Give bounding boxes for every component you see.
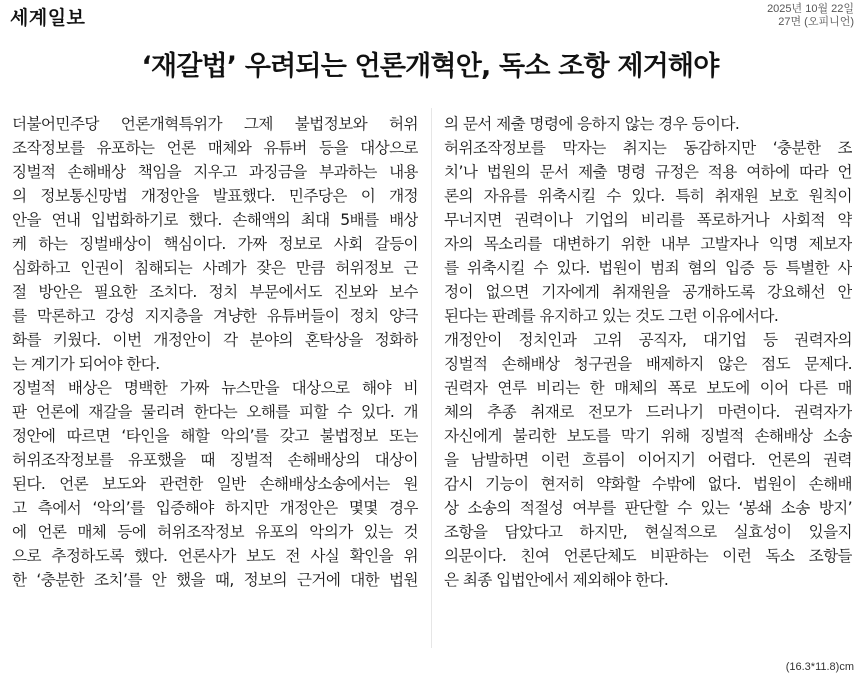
article-line: 심화하고 인권이 침해되는 사례가 잦은 만큼 허위정보 근 <box>12 259 418 277</box>
column-divider <box>431 108 432 648</box>
article-line: 론의 자유를 위축시킬 수 있다. 특히 취재원 보호 원칙이 <box>444 187 852 205</box>
article-line: 정이 없으면 기자에게 취재원을 공개하도록 강요해선 안 <box>444 283 852 301</box>
article-line: 고 측에서 ‘악의’를 입증해야 하지만 개정안은 몇몇 경우 <box>12 499 418 517</box>
article-line: 허위조작정보를 막자는 취지는 동감하지만 ‘충분한 조 <box>444 139 852 157</box>
newspaper-masthead: 세계일보 <box>10 7 86 29</box>
article-line: 자의 목소리를 대변하기 위한 내부 고발자나 익명 제보자 <box>444 235 852 253</box>
article-line: 징벌적 배상은 명백한 가짜 뉴스만을 대상으로 해야 비 <box>12 379 418 397</box>
article-line: 더불어민주당 언론개혁특위가 그제 불법정보와 허위 <box>12 115 418 133</box>
publication-date: 2025년 10월 22일 <box>767 3 854 15</box>
publication-meta <box>767 3 854 29</box>
article-line: 감시 기능이 현저히 약화할 수밖에 없다. 법원이 손해배 <box>444 475 852 493</box>
article-line: 무너지면 권력이나 기업의 비리를 폭로하거나 사회적 약 <box>444 211 852 229</box>
article-line: 를 막론하고 강성 지지층을 겨냥한 유튜버들이 정치 양극 <box>12 307 418 325</box>
article-line: 의 정보통신망법 개정안을 발표했다. 민주당은 이 개정 <box>12 187 418 205</box>
article-line: 개정안이 정치인과 고위 공직자, 대기업 등 권력자의 <box>444 331 852 349</box>
article-line: 을 남발하면 이런 흐름이 이어지기 어렵다. 언론의 권력 <box>444 451 852 469</box>
article-line: 의문이다. 친여 언론단체도 비판하는 이런 독소 조항들 <box>444 547 852 565</box>
clipping-size-note: (16.3*11.8)cm <box>785 661 854 673</box>
article-line: 된다는 판례를 유지하고 있는 것도 그런 이유에서다. <box>444 307 779 325</box>
article-line: 는 계기가 되어야 한다. <box>12 355 160 373</box>
article-line: 케 하는 징벌배상이 핵심이다. 가짜 정보로 사회 갈등이 <box>12 235 418 253</box>
article-line: 조작정보를 유포하는 언론 매체와 유튜버 등을 대상으로 <box>12 139 418 157</box>
article-line: 한 ‘충분한 조치’를 안 했을 때, 정보의 근거에 대한 법원 <box>12 571 418 589</box>
editorial-headline: ‘재갈법’ 우려되는 언론개혁안, 독소 조항 제거해야 <box>141 51 719 82</box>
article-line: 의 문서 제출 명령에 응하지 않는 경우 등이다. <box>444 115 740 133</box>
article-line: 화를 키웠다. 이번 개정안이 각 분야의 혼탁상을 정화하 <box>12 331 418 349</box>
article-line: 권력자 연루 비리는 한 매체의 폭로 보도에 이어 다른 매 <box>444 379 852 397</box>
article-line: 치’나 법원의 문서 제출 명령 규정은 적용 여하에 따라 언 <box>444 163 852 181</box>
article-line: 허위조작정보를 유포했을 때 징벌적 손해배상의 대상이 <box>12 451 418 469</box>
article-column-left <box>12 112 418 592</box>
page-section: 27면 (오피니언) <box>778 16 854 28</box>
article-line: 자신에게 불리한 보도를 막기 위해 징벌적 손해배상 소송 <box>444 427 852 445</box>
article-line: 상 소송의 적절성 여부를 판단할 수 있는 ‘봉쇄 소송 방지’ <box>444 499 852 517</box>
article-line: 으로 추정하도록 했다. 언론사가 보도 전 사실 확인을 위 <box>12 547 418 565</box>
article-line: 조항을 담았다고 하지만, 현실적으로 실효성이 있을지 <box>444 523 852 541</box>
article-line: 판 언론에 재갈을 물리려 한다는 오해를 피할 수 있다. 개 <box>12 403 418 421</box>
article-line: 안을 연내 입법화하기로 했다. 손해액의 최대 5배를 배상 <box>12 211 418 229</box>
article-line: 은 최종 입법안에서 제외해야 한다. <box>444 571 669 589</box>
article-line: 징벌적 손해배상 책임을 지우고 과징금을 부과하는 내용 <box>12 163 418 181</box>
article-line: 를 위축시킬 수 있다. 법원이 범죄 혐의 입증 등 특별한 사 <box>444 259 852 277</box>
article-line: 절 방안은 필요한 조치다. 정치 부문에서도 진보와 보수 <box>12 283 418 301</box>
article-line: 에 언론 매체 등에 허위조작정보 유포의 악의가 있는 것 <box>12 523 418 541</box>
article-column-right <box>444 112 852 592</box>
article-line: 된다. 언론 보도와 관련한 일반 손해배상소송에서는 원 <box>12 475 418 493</box>
article-line: 체의 추종 취재로 전모가 드러나기 마련이다. 권력자가 <box>444 403 852 421</box>
article-line: 징벌적 손해배상 청구권을 배제하지 않은 점도 문제다. <box>444 355 852 373</box>
article-line: 정안에 따르면 ‘타인을 해할 악의’를 갖고 불법정보 또는 <box>12 427 418 445</box>
